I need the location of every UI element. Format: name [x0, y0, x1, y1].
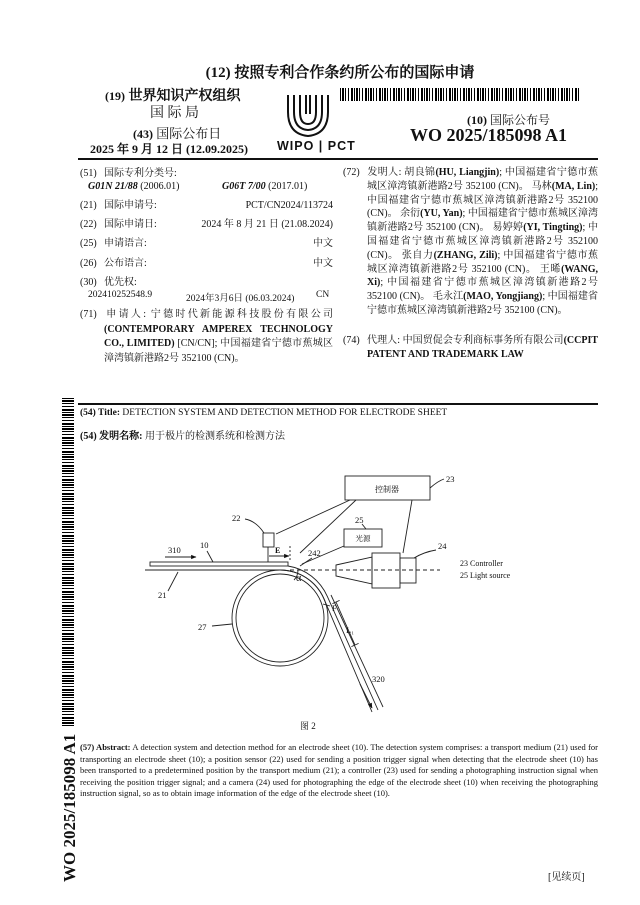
- controller-label: 控制器: [375, 485, 399, 494]
- abstract: [80, 742, 598, 800]
- publication-number: WO 2025/185098 A1: [410, 125, 568, 145]
- ref-sensor: 22: [232, 513, 241, 523]
- inventor-name: 王晞: [539, 263, 562, 275]
- ref-camera: 24: [438, 541, 447, 551]
- inventor-address: ; 中国福建省宁德市蕉城区漳湾镇新港路2号 352100 (CN)。: [367, 291, 599, 316]
- inventor-address: ; 中国福建省宁德市蕉城区漳湾镇新港路2号 352100 (CN)。: [367, 277, 598, 303]
- inventor-latin-name: (MA, Lin): [551, 180, 596, 192]
- barcode: [340, 88, 580, 101]
- inventor-name: 马林: [531, 180, 552, 192]
- ipc-version: (2006.01): [140, 181, 180, 192]
- priority-country: CN: [316, 290, 330, 300]
- legend-item: 23 Controller: [460, 559, 503, 568]
- inventor-name: 易婷婷: [492, 222, 524, 234]
- body-divider: [78, 403, 598, 405]
- abstract-text: A detection system and detection method for an electrode sheet (10). The detection system comprises: a transport medium (21) used for transporting an electrode sheet (10); a position sensor (22) used for sending a position trigger signal when detecting that the electrode sheet (10) has been transported to a predetermined position by the transport medium (21); a controller (23) used for sending a photographing instruction signal when receiving the position trigger signal; and a camera (24) used for photographing the edge of the electrode sheet (10) when receiving the photographing instruction signal, so as to obtain image information of the edge of the electrode sheet (10).: [80, 742, 599, 798]
- leader-line: [414, 550, 436, 558]
- field-code: (71): [80, 309, 97, 320]
- classification-entry: [88, 180, 179, 193]
- signal-line: [300, 500, 356, 553]
- leader-line: [212, 624, 232, 626]
- title-zh: 用于极片的检测系统和检测方法: [145, 431, 285, 442]
- light-source-label: 光源: [355, 534, 371, 543]
- inventor-address: ; 中国福建省宁德市蕉城区漳湾镇新港路2号 352100 (CN)。: [367, 167, 599, 192]
- agent-block: [343, 334, 598, 362]
- title-en-line: [80, 408, 447, 418]
- inventor-name: 张自力: [401, 249, 434, 261]
- field-label: 发明人:: [367, 167, 402, 178]
- applicant-address: [CN/CN]; 中国福建省宁德市蕉城区漳湾镇新港路2号 352100 (CN)。: [104, 338, 334, 364]
- field-label: 申请人:: [104, 309, 146, 320]
- legend-item: 25 Light source: [460, 571, 511, 580]
- inventor-latin-name: (YI, Tingting): [523, 222, 583, 234]
- ref-roller: 27: [198, 622, 207, 632]
- ref-controller: 23: [446, 474, 455, 484]
- field-label: 申请语言:: [104, 238, 147, 249]
- field-label: 国际申请日:: [104, 219, 157, 230]
- title-zh-label: (54) 发明名称:: [80, 431, 143, 442]
- abstract-label: (57) Abstract:: [80, 742, 131, 752]
- inventor-address: ; 中国福建省宁德市蕉城区漳湾镇新港路2号 352100 (CN)。: [367, 222, 599, 261]
- roller: [232, 570, 328, 666]
- position-sensor: [263, 533, 274, 547]
- angle-label: α: [296, 573, 302, 584]
- inventor-name: 毛永江: [432, 291, 464, 303]
- classification-label: [80, 167, 177, 180]
- electrode-sheet-incline: [331, 595, 383, 707]
- leader-line: [300, 558, 312, 566]
- field-code: (72): [343, 167, 360, 178]
- inventor-address: ; 中国福建省宁德市蕉城区漳湾镇新港路2号 352100 (CN)。: [367, 180, 598, 220]
- application-number-row: [80, 199, 333, 212]
- inventor-latin-name: (YU, Yan): [420, 208, 463, 220]
- dimension-e-label: E: [275, 546, 281, 555]
- title-en: DETECTION SYSTEM AND DETECTION METHOD FOR ELECTRODE SHEET: [122, 408, 448, 418]
- inventor-address: ; 中国福建省宁德市蕉城区漳湾镇新港路2号 352100 (CN)。: [367, 208, 598, 234]
- inventor-latin-name: (HU, Liangjin): [435, 167, 500, 178]
- title-zh-line: [80, 427, 285, 442]
- publication-date-code: (43): [133, 127, 153, 141]
- continued-note: [见续页]: [548, 872, 585, 883]
- ref-sheet: 10: [200, 540, 209, 550]
- inventor-name: 余衍: [400, 208, 421, 220]
- leader-line: [245, 519, 264, 533]
- leader-line: [168, 572, 178, 591]
- dimension-l1-line: [336, 602, 355, 645]
- office-bureau: 国 际 局: [150, 106, 199, 121]
- signal-line: [403, 500, 412, 553]
- inventor-name: 胡良锦: [404, 167, 436, 178]
- publication-date-title: 国际公布日: [156, 126, 222, 141]
- classification-title: 国际专利分类号:: [104, 168, 177, 179]
- office-code: (19): [105, 89, 125, 103]
- publication-language-row: [80, 257, 333, 270]
- side-barcode: [62, 398, 74, 728]
- priority-label: [80, 276, 137, 289]
- signal-line: [276, 500, 350, 534]
- filing-date: 2024 年 8 月 21 日 (21.08.2024): [201, 219, 333, 230]
- office-name: 世界知识产权组织: [128, 89, 241, 104]
- title-en-label: (54) Title:: [80, 408, 121, 418]
- camera-body: [372, 553, 400, 588]
- ipc-version: (2017.01): [268, 181, 308, 192]
- field-code: (21): [80, 200, 97, 211]
- field-label: 公布语言:: [104, 258, 147, 269]
- field-label: 国际申请号:: [104, 200, 157, 211]
- publication-language: 中文: [313, 258, 333, 269]
- classification-entry: [222, 180, 307, 193]
- leader-line: [207, 551, 213, 562]
- inventor-latin-name: (MAO, Yongjiang): [463, 291, 543, 303]
- wipo-logo: [285, 92, 331, 138]
- ref-point: 242: [308, 548, 321, 558]
- dimension-f-label: F: [332, 603, 337, 613]
- application-number: PCT/CN2024/113724: [245, 200, 333, 211]
- publication-number-code: (10): [467, 113, 487, 127]
- publication-date-value: 2025 年 9 月 12 日 (12.09.2025): [90, 142, 248, 156]
- filing-language: 中文: [313, 238, 333, 249]
- figure-caption: 图 2: [300, 721, 316, 731]
- publication-number-title: 国际公布号: [490, 113, 551, 127]
- header-divider: [78, 158, 598, 160]
- figure-diagram: [140, 460, 540, 730]
- document-type-heading: (12) 按照专利合作条约所公布的国际申请: [205, 65, 475, 81]
- priority-number: 202410252548.9: [88, 290, 153, 300]
- inventor-latin-name: (ZHANG, Zili): [433, 249, 498, 261]
- ipc-code: G01N 21/88: [88, 181, 138, 192]
- field-code: (22): [80, 219, 97, 230]
- filing-date-row: [80, 218, 333, 231]
- classification-code: (51): [80, 168, 97, 179]
- field-code: (74): [343, 335, 360, 346]
- inventor-address: ; 中国福建省宁德市蕉城区漳湾镇新港路2号 352100 (CN)。: [367, 249, 599, 275]
- agent-latin-name: (CCPIT PATENT AND TRADEMARK LAW: [367, 335, 599, 360]
- applicant-block: [80, 308, 333, 366]
- direction-out-arrow: [360, 684, 372, 708]
- field-code: (30): [80, 277, 97, 288]
- agent-name: 中国贸促会专利商标事务所有限公司: [402, 335, 564, 346]
- transport-belt: [145, 570, 372, 712]
- transport-belt-outer: [288, 566, 378, 710]
- ref-transport: 21: [158, 590, 167, 600]
- applicant-name: 宁德时代新能源科技股份有限公司: [150, 309, 334, 320]
- camera-lens: [336, 557, 372, 584]
- wipo-pct-wordmark: WIPO | PCT: [277, 139, 356, 153]
- ref-direction-out: 320: [372, 674, 385, 684]
- side-publication-number: WO 2025/185098 A1: [60, 733, 79, 882]
- priority-date: 2024年3月6日 (06.03.2024): [186, 294, 295, 304]
- field-label: 代理人:: [367, 335, 401, 346]
- field-label: 优先权:: [104, 277, 137, 288]
- leader-line: [430, 479, 444, 488]
- camera-back: [400, 558, 416, 583]
- field-code: (25): [80, 238, 97, 249]
- field-code: (26): [80, 258, 97, 269]
- ipc-code: G06T 7/00: [222, 181, 266, 192]
- electrode-sheet: [150, 562, 288, 566]
- dimension-l1-label: L₁: [346, 625, 355, 635]
- filing-language-row: [80, 237, 333, 250]
- inventors-block: [343, 166, 598, 318]
- inventor-latin-name: (WANG, Xi): [367, 263, 599, 289]
- ref-direction-in: 310: [168, 545, 181, 555]
- applicant-latin-name: (CONTEMPORARY AMPEREX TECHNOLOGY CO., LIMITED): [104, 323, 333, 349]
- ref-light-source: 25: [355, 515, 364, 525]
- roller-inner: [236, 574, 324, 662]
